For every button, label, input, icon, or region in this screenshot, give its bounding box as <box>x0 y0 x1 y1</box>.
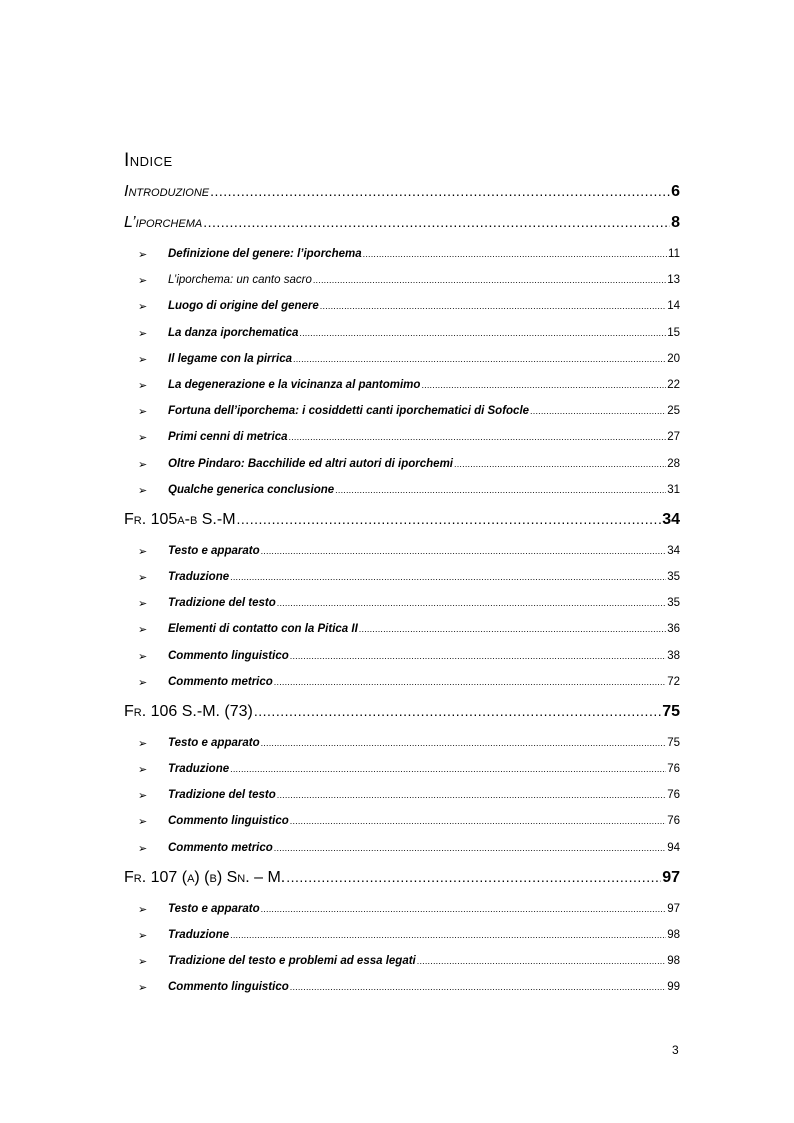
arrow-bullet-icon: ➢ <box>138 353 148 366</box>
toc-subsection[interactable] <box>124 405 680 417</box>
arrow-bullet-icon: ➢ <box>138 327 148 340</box>
toc-subsection[interactable] <box>124 248 680 260</box>
toc-page-number: 98 <box>667 928 680 941</box>
arrow-bullet-icon: ➢ <box>138 842 148 855</box>
arrow-bullet-icon: ➢ <box>138 380 148 392</box>
toc-section[interactable] <box>124 183 680 201</box>
toc-label: Il legame con la pirrica <box>168 352 292 365</box>
dot-leader <box>530 406 666 416</box>
toc-subsection[interactable] <box>124 676 680 688</box>
toc-label: Oltre Pindaro: Bacchilide ed altri autori di iporchemi <box>168 457 454 470</box>
toc-subsection[interactable] <box>124 737 680 749</box>
toc-label: Luogo di origine del genere <box>168 300 319 313</box>
toc-subsection[interactable] <box>124 623 680 635</box>
dot-leader <box>210 183 670 199</box>
toc-page-number: 99 <box>667 981 680 994</box>
toc-label: Fr. 107 (a) (b) Sn. – M. <box>124 868 286 886</box>
arrow-bullet-icon: ➢ <box>138 764 148 776</box>
toc-page-number: 36 <box>667 623 680 636</box>
toc-page-number: 6 <box>671 183 680 200</box>
toc-label: Traduzione <box>168 928 230 941</box>
toc-page-number: 14 <box>667 300 680 313</box>
toc-label: Commento metrico <box>168 841 273 854</box>
toc-label: Testo e apparato <box>168 544 260 557</box>
toc-page-number: 22 <box>667 379 680 391</box>
toc-subsection[interactable] <box>124 458 680 470</box>
dot-leader <box>290 816 666 826</box>
toc-page-number: 27 <box>667 431 680 444</box>
dot-leader <box>359 624 666 634</box>
arrow-bullet-icon: ➢ <box>138 484 148 497</box>
toc-label: Definizione del genere: l’iporchema <box>168 248 362 260</box>
arrow-bullet-icon: ➢ <box>138 816 148 829</box>
arrow-bullet-icon: ➢ <box>138 790 148 803</box>
dot-leader <box>261 738 667 748</box>
dot-leader <box>293 354 666 364</box>
toc-page-number: 72 <box>667 675 680 688</box>
arrow-bullet-icon: ➢ <box>138 598 148 611</box>
arrow-bullet-icon: ➢ <box>138 956 148 968</box>
toc-subsection[interactable] <box>124 815 680 827</box>
toc-section[interactable] <box>124 869 680 887</box>
toc-page-number: 97 <box>662 868 680 886</box>
dot-leader <box>417 956 666 966</box>
toc-page-number: 11 <box>668 248 680 260</box>
toc-label: Tradizione del testo <box>168 597 276 610</box>
toc-subsection[interactable] <box>124 431 680 443</box>
toc-subsection[interactable] <box>124 597 680 609</box>
toc-subsection[interactable] <box>124 545 680 557</box>
dot-leader <box>230 572 666 582</box>
toc-subsection[interactable] <box>124 650 680 662</box>
toc-subsection[interactable] <box>124 571 680 583</box>
toc-label: Testo e apparato <box>168 902 260 915</box>
dot-leader <box>277 790 666 800</box>
toc-section[interactable] <box>124 703 680 721</box>
toc-subsection[interactable] <box>124 379 680 391</box>
dot-leader <box>230 764 666 774</box>
dot-leader <box>363 249 667 259</box>
toc-page-number: 35 <box>667 571 680 583</box>
dot-leader <box>254 703 661 719</box>
arrow-bullet-icon: ➢ <box>138 737 148 750</box>
page-title: Indice <box>124 150 173 171</box>
toc-page-number: 34 <box>667 544 680 557</box>
toc-section[interactable] <box>124 511 680 529</box>
toc-subsection[interactable] <box>124 300 680 312</box>
dot-leader <box>237 511 662 527</box>
toc-label: Fortuna dell’iporchema: i cosiddetti canti iporchematici di Sofocle <box>168 405 530 418</box>
toc-label: Traduzione <box>168 763 230 775</box>
dot-leader <box>274 677 666 687</box>
arrow-bullet-icon: ➢ <box>138 624 148 637</box>
toc-page-number: 35 <box>667 597 680 610</box>
toc-label: Elementi di contatto con la Pitica II <box>168 623 358 636</box>
toc-subsection[interactable] <box>124 763 680 775</box>
toc-page-number: 75 <box>667 736 680 749</box>
dot-leader <box>261 546 667 556</box>
toc-label: Fr. 105a-b S.-M <box>124 510 236 528</box>
dot-leader <box>335 485 666 495</box>
arrow-bullet-icon: ➢ <box>138 275 148 288</box>
dot-leader <box>277 598 666 608</box>
toc-label: Commento linguistico <box>168 649 289 662</box>
toc-page-number: 20 <box>667 352 680 365</box>
toc-subsection[interactable] <box>124 981 680 993</box>
toc-page-number: 98 <box>667 955 680 967</box>
toc-label: L’iporchema: un canto sacro <box>168 274 312 287</box>
toc-subsection[interactable] <box>124 955 680 967</box>
toc-page-number: 8 <box>671 214 680 231</box>
toc-page-number: 38 <box>667 649 680 662</box>
toc-page-number: 76 <box>667 789 680 802</box>
toc-page-number: 15 <box>667 326 680 339</box>
toc-subsection[interactable] <box>124 842 680 854</box>
toc-subsection[interactable] <box>124 274 680 286</box>
toc-label: Traduzione <box>168 571 230 583</box>
toc-page-number: 76 <box>667 763 680 775</box>
dot-leader <box>261 904 667 914</box>
toc-label: Qualche generica conclusione <box>168 483 335 496</box>
toc-subsection[interactable] <box>124 353 680 365</box>
toc-page-number: 13 <box>667 274 680 287</box>
toc-page-number: 76 <box>667 815 680 828</box>
toc-page-number: 94 <box>667 841 680 854</box>
toc-subsection[interactable] <box>124 789 680 801</box>
toc-subsection[interactable] <box>124 484 680 496</box>
toc-label: Fr. 106 S.-M. (73) <box>124 702 253 720</box>
toc-subsection[interactable] <box>124 903 680 915</box>
dot-leader <box>313 275 666 285</box>
arrow-bullet-icon: ➢ <box>138 458 148 471</box>
toc-section[interactable] <box>124 214 680 232</box>
dot-leader <box>290 982 666 992</box>
arrow-bullet-icon: ➢ <box>138 406 148 419</box>
dot-leader <box>274 843 666 853</box>
toc-page-number: 31 <box>667 483 680 496</box>
dot-leader <box>454 459 666 469</box>
toc-label: Tradizione del testo e problemi ad essa legati <box>168 955 416 967</box>
arrow-bullet-icon: ➢ <box>138 432 148 445</box>
toc-label: Commento linguistico <box>168 981 289 994</box>
dot-leader <box>290 651 666 661</box>
toc-label: Tradizione del testo <box>168 789 276 802</box>
arrow-bullet-icon: ➢ <box>138 650 148 663</box>
toc-page-number: 97 <box>667 902 680 915</box>
dot-leader <box>421 380 666 390</box>
toc-label: Introduzione <box>124 183 210 200</box>
toc-label: La danza iporchematica <box>168 326 299 339</box>
arrow-bullet-icon: ➢ <box>138 545 148 558</box>
dot-leader <box>230 930 666 940</box>
toc-label: La degenerazione e la vicinanza al pantomimo <box>168 379 421 391</box>
toc-label: Testo e apparato <box>168 736 260 749</box>
toc-subsection[interactable] <box>124 327 680 339</box>
toc-label: Primi cenni di metrica <box>168 431 288 444</box>
dot-leader <box>299 328 666 338</box>
toc-page-number: 34 <box>662 510 680 528</box>
toc-page-number: 75 <box>662 702 680 720</box>
toc-label: Commento linguistico <box>168 815 289 828</box>
dot-leader <box>320 301 666 311</box>
toc-label: L’iporchema <box>124 214 203 231</box>
arrow-bullet-icon: ➢ <box>138 903 148 916</box>
toc-label: Commento metrico <box>168 675 273 688</box>
page-number: 3 <box>672 1043 679 1057</box>
arrow-bullet-icon: ➢ <box>138 929 148 942</box>
dot-leader <box>286 869 661 885</box>
toc-subsection[interactable] <box>124 929 680 941</box>
dot-leader <box>203 214 670 230</box>
arrow-bullet-icon: ➢ <box>138 982 148 995</box>
toc-page-number: 28 <box>667 457 680 470</box>
dot-leader <box>289 432 667 442</box>
arrow-bullet-icon: ➢ <box>138 676 148 689</box>
arrow-bullet-icon: ➢ <box>138 301 148 314</box>
arrow-bullet-icon: ➢ <box>138 249 148 261</box>
arrow-bullet-icon: ➢ <box>138 572 148 584</box>
toc-page-number: 25 <box>667 405 680 418</box>
